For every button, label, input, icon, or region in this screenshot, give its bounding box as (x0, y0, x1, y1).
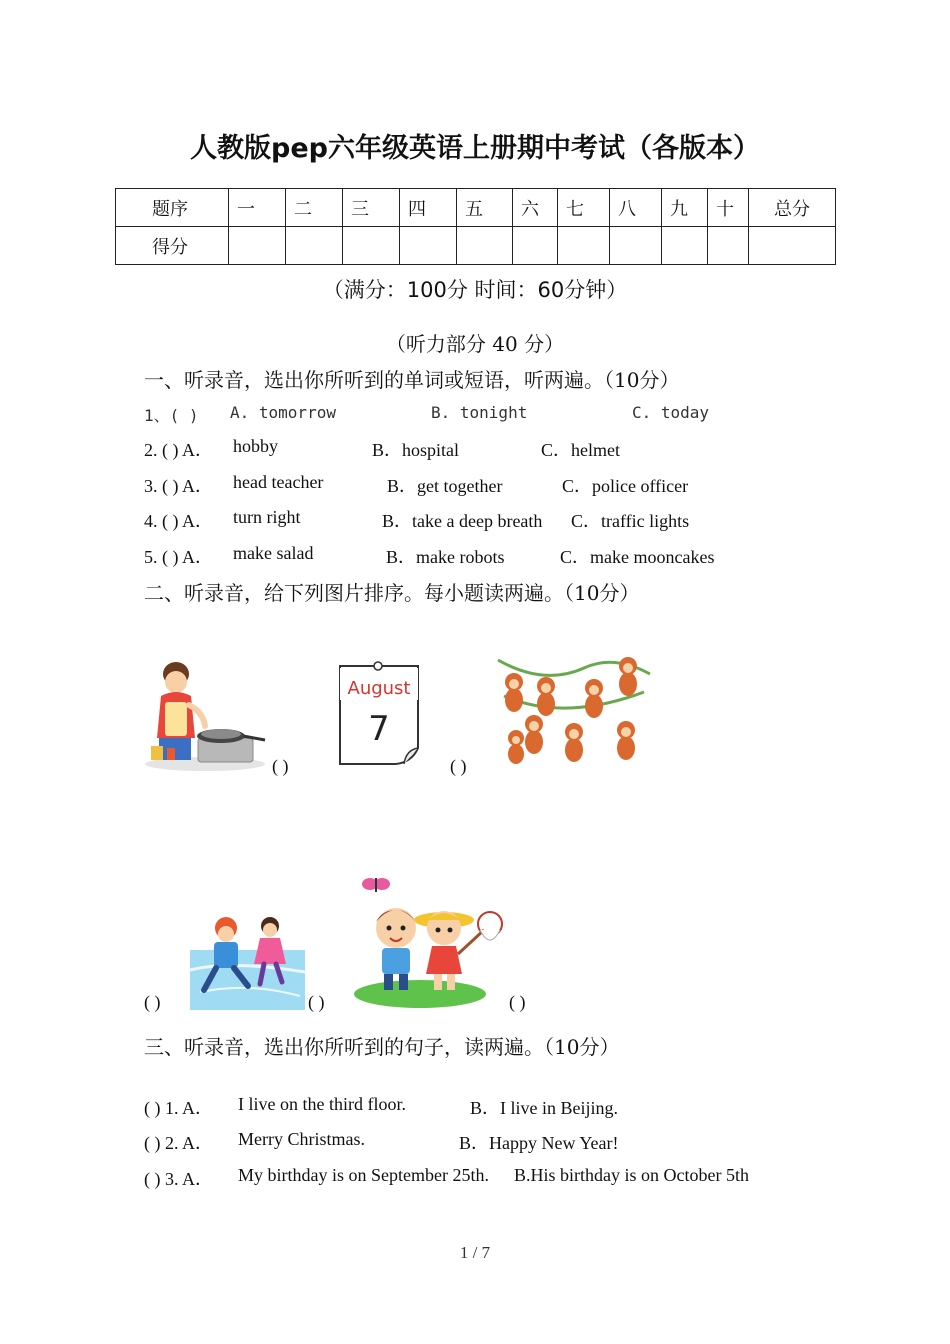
score-input-cell[interactable] (662, 227, 708, 265)
page-number: 1 / 7 (459, 1243, 491, 1262)
answer-blank-4[interactable]: ( ) (308, 992, 325, 1012)
score-input-cell[interactable] (229, 227, 286, 265)
s3-q3-option-a[interactable]: My birthday is on September 25th. (238, 1165, 489, 1185)
section2-heading: 二、听录音，给下列图片排序。每小题读两遍。（10分） (144, 581, 640, 605)
butterfly-catching-image (352, 870, 507, 1010)
answer-blank-2[interactable]: ( ) (450, 756, 467, 776)
score-cell: 十 (708, 189, 749, 227)
q2-option-a[interactable]: hobby (233, 436, 278, 456)
q4-option-c[interactable]: C．traffic lights (571, 511, 690, 531)
monkeys-image (494, 646, 654, 772)
q4-prefix: 4. ( ) A． (144, 511, 213, 531)
q3-prefix: 3. ( ) A． (144, 476, 213, 496)
score-input-cell[interactable] (558, 227, 610, 265)
score-input-cell[interactable] (749, 227, 836, 265)
score-table-header-row (116, 189, 836, 227)
score-input-cell[interactable] (513, 227, 558, 265)
s3-q2-option-b[interactable]: B．Happy New Year! (459, 1133, 619, 1153)
q3-option-c[interactable]: C．police officer (562, 476, 689, 496)
s3-q3-option-b[interactable]: B.His birthday is on October 5th (514, 1165, 749, 1185)
score-cell: 四 (400, 189, 457, 227)
q1-option-b[interactable]: B. tonight (431, 403, 528, 422)
score-cell: 总分 (749, 189, 836, 227)
listening-header: （听力部分 40 分） (385, 332, 565, 356)
q1-prefix: 1、( ) (144, 406, 199, 425)
score-cell: 六 (513, 189, 558, 227)
score-input-cell[interactable] (343, 227, 400, 265)
q3-option-a[interactable]: head teacher (233, 472, 324, 492)
s3-q1-option-a[interactable]: I live on the third floor. (238, 1094, 406, 1114)
answer-blank-3[interactable]: ( ) (144, 992, 161, 1012)
s3-q1-option-b[interactable]: B．I live in Beijing. (470, 1098, 618, 1118)
q5-option-a[interactable]: make salad (233, 543, 314, 563)
score-cell: 二 (286, 189, 343, 227)
ice-skating-image (190, 910, 305, 1010)
q5-option-b[interactable]: B．make robots (386, 547, 505, 567)
score-cell: 题序 (116, 189, 229, 227)
q2-option-b[interactable]: B．hospital (372, 440, 460, 460)
answer-blank-5[interactable]: ( ) (509, 992, 526, 1012)
score-cell: 八 (610, 189, 662, 227)
score-input-cell[interactable] (457, 227, 513, 265)
q3-option-b[interactable]: B．get together (387, 476, 503, 496)
answer-blank-1[interactable]: ( ) (272, 756, 289, 776)
q1-option-c[interactable]: C. today (632, 403, 710, 422)
butterfly-icon (362, 878, 390, 892)
score-input-cell[interactable] (610, 227, 662, 265)
score-cell: 三 (343, 189, 400, 227)
q5-option-c[interactable]: C．make mooncakes (560, 547, 715, 567)
score-table-score-row (116, 227, 836, 265)
score-row-label: 得分 (116, 227, 229, 265)
q4-option-a[interactable]: turn right (233, 507, 301, 527)
q2-option-c[interactable]: C．helmet (541, 440, 620, 460)
calendar-month: August (347, 678, 411, 699)
score-cell: 五 (457, 189, 513, 227)
score-cell: 七 (558, 189, 610, 227)
score-input-cell[interactable] (286, 227, 343, 265)
score-input-cell[interactable] (400, 227, 457, 265)
s3-q3-prefix: ( ) 3. A． (144, 1169, 213, 1189)
cooking-woman-image (143, 660, 268, 775)
score-input-cell[interactable] (708, 227, 749, 265)
q1-option-a[interactable]: A. tomorrow (230, 403, 336, 422)
section1-heading: 一、听录音，选出你所听到的单词或短语，听两遍。（10分） (144, 368, 680, 392)
q2-prefix: 2. ( ) A． (144, 440, 213, 460)
score-cell: 九 (662, 189, 708, 227)
section3-heading: 三、听录音，选出你所听到的句子，读两遍。（10分） (144, 1035, 620, 1059)
s3-q1-prefix: ( ) 1. A． (144, 1098, 213, 1118)
q4-option-b[interactable]: B．take a deep breath (382, 511, 543, 531)
page-title: 人教版pep六年级英语上册期中考试（各版本） (190, 133, 760, 164)
full-score-note: （满分：100分 时间：60分钟） (322, 278, 628, 302)
s3-q2-option-a[interactable]: Merry Christmas. (238, 1129, 365, 1149)
q5-prefix: 5. ( ) A． (144, 547, 213, 567)
s3-q2-prefix: ( ) 2. A． (144, 1133, 213, 1153)
score-table (115, 188, 836, 265)
calendar-image (320, 658, 440, 770)
calendar-day: 7 (368, 709, 390, 749)
score-cell: 一 (229, 189, 286, 227)
